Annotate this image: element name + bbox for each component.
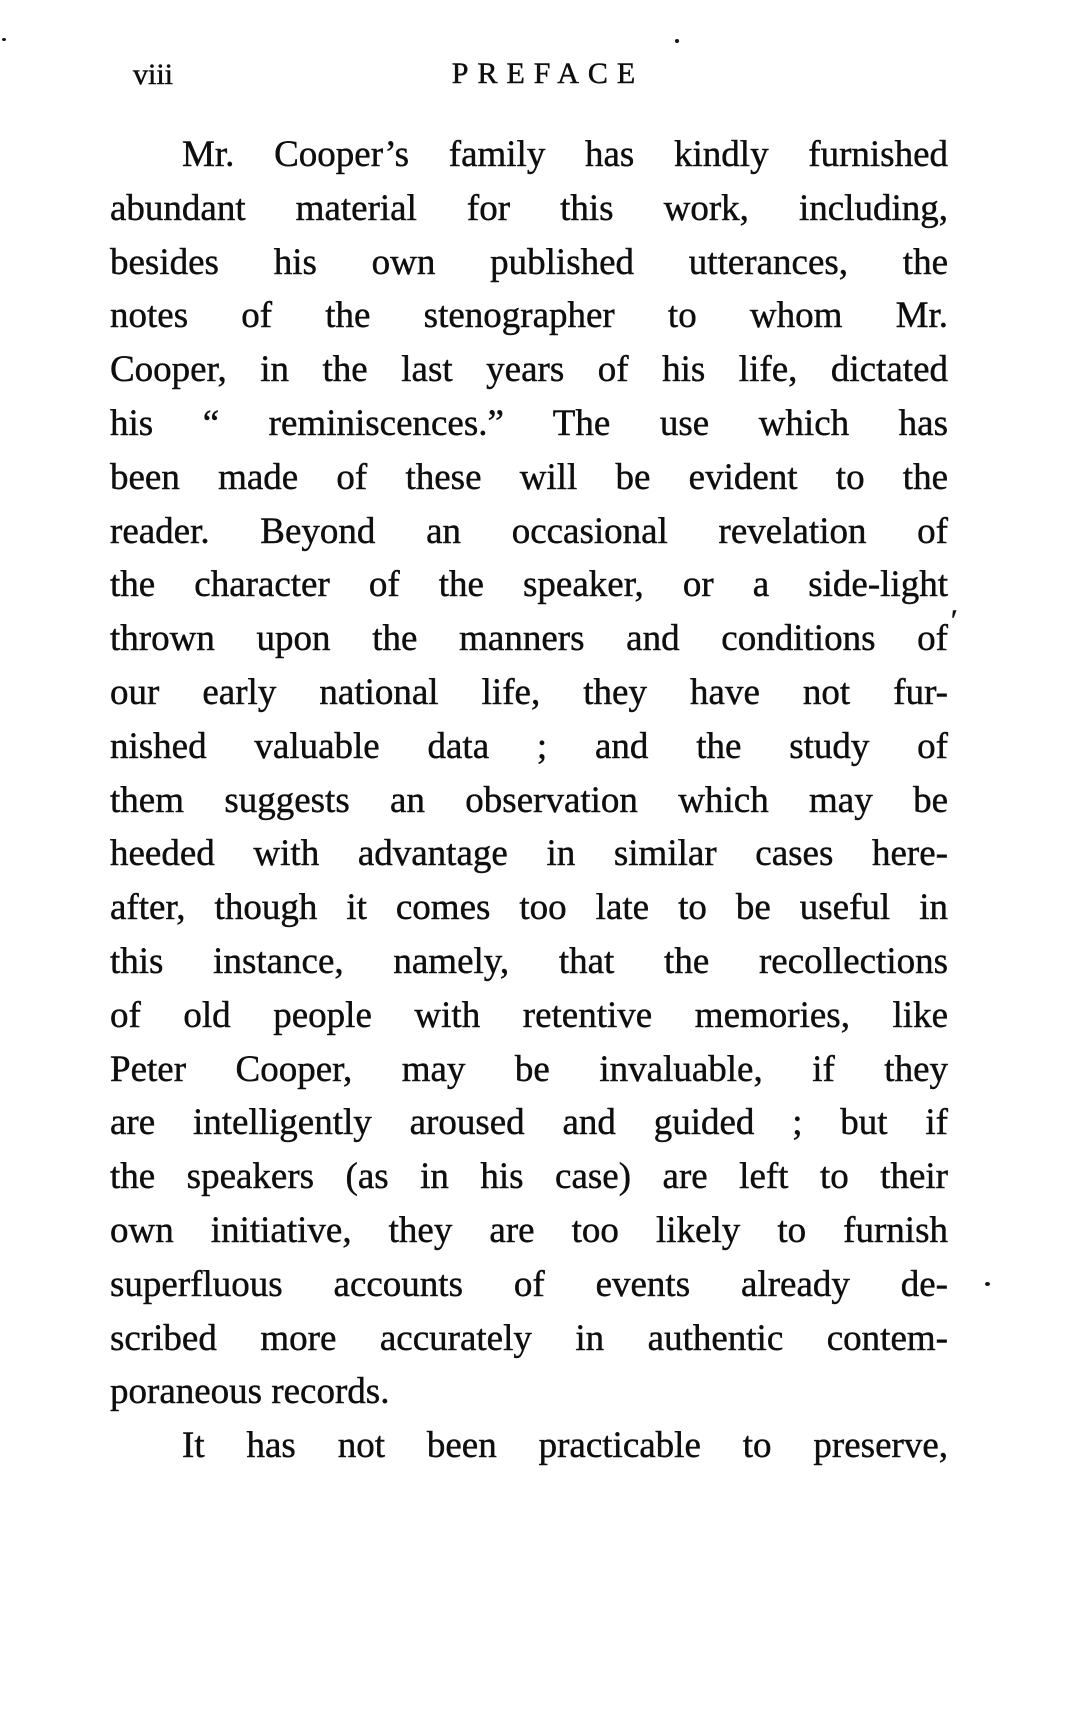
- scan-speck: [2, 38, 6, 41]
- scan-speck: [985, 1282, 990, 1286]
- text-line: of old people with retentive memories, like: [110, 994, 948, 1036]
- text-line: after, though it comes too late to be useful in: [110, 887, 948, 929]
- text-line: his “ reminiscences.” The use which has: [110, 402, 948, 444]
- scan-stray-mark: ′: [951, 604, 958, 637]
- text-line: the speakers (as in his case) are left to their: [110, 1156, 948, 1198]
- page-header: [0, 57, 1068, 93]
- text-line: It has not been practicable to preserve,: [182, 1425, 948, 1467]
- running-title: PREFACE: [451, 57, 645, 90]
- text-line: our early national life, they have not fur-: [110, 671, 948, 713]
- body-text: [110, 128, 948, 1473]
- text-line: Mr. Cooper’s family has kindly furnished: [182, 134, 948, 175]
- text-line: own initiative, they are too likely to furnish: [110, 1209, 948, 1251]
- text-line: Cooper, in the last years of his life, dictated: [110, 349, 948, 391]
- page-number: viii: [133, 58, 174, 91]
- text-line: notes of the stenographer to whom Mr.: [110, 295, 948, 337]
- text-line: Peter Cooper, may be invaluable, if they: [110, 1048, 948, 1090]
- text-line: this instance, namely, that the recollections: [110, 940, 948, 982]
- text-line: besides his own published utterances, the: [110, 241, 948, 283]
- text-line: are intelligently aroused and guided ; but if: [110, 1102, 948, 1144]
- scan-speck: [675, 39, 679, 43]
- text-line-paragraph-end: poraneous records.: [110, 1371, 390, 1413]
- text-line: scribed more accurately in authentic contem-: [110, 1317, 948, 1359]
- text-line: thrown upon the manners and conditions of: [110, 618, 948, 660]
- text-line: been made of these will be evident to the: [110, 456, 948, 498]
- text-line: the character of the speaker, or a side-light: [110, 564, 948, 606]
- text-line: nished valuable data ; and the study of: [110, 725, 948, 767]
- text-line: them suggests an observation which may be: [110, 779, 948, 821]
- text-line: reader. Beyond an occasional revelation of: [110, 510, 948, 552]
- text-line: heeded with advantage in similar cases here-: [110, 833, 948, 875]
- text-line: abundant material for this work, including,: [110, 187, 948, 229]
- text-line: superfluous accounts of events already de-: [110, 1263, 948, 1305]
